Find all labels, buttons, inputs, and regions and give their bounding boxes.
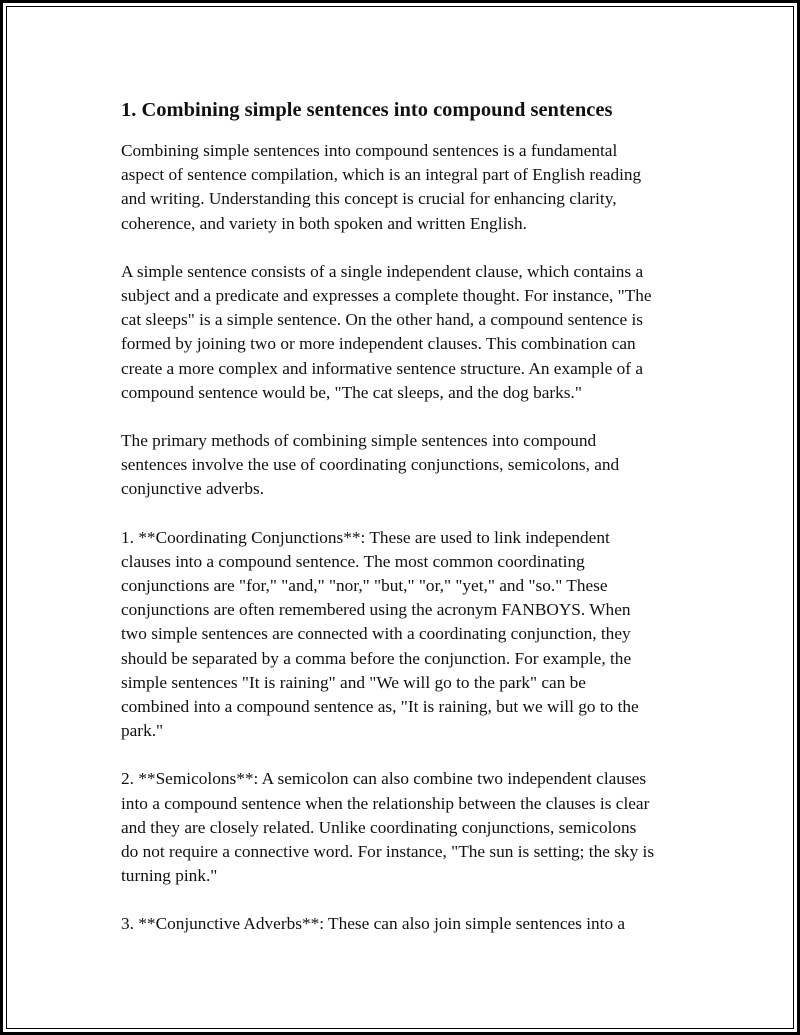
simple-vs-compound-paragraph: A simple sentence consists of a single independent clause, which contains a subject and a predicate and expresses a complete thought. For instance, "The cat sleeps" is a simple sentence. On the other hand, a compound sentence is formed by joining two or more independent clauses. This combination can create a more complex and informative sentence structure. An example of a compound sentence would be, "The cat sleeps, and the dog barks." xyxy=(121,261,652,402)
section-heading: 1. Combining simple sentences into compound sentences xyxy=(121,99,613,121)
coordinating-conjunctions-paragraph: 1. **Coordinating Conjunctions**: These are used to link independent clauses into a compound sentence. The most common coordinating conjunctions are "for," "and," "nor," "but," "or," "yet," and "so." These conjunctions are often remembered using the acronym FANBOYS. When two simple sentences are connected with a coordinating conjunction, they should be separated by a comma before the conjunction. For example, the simple sentences "It is raining" and "We will go to the park" can be combined into a compound sentence as, "It is raining, but we will go to the park." xyxy=(121,527,639,741)
document-body xyxy=(121,96,701,961)
conjunctive-adverbs-paragraph: 3. **Conjunctive Adverbs**: These can also join simple sentences into a xyxy=(121,914,626,934)
semicolons-paragraph: 2. **Semicolons**: A semicolon can also combine two independent clauses into a compound sentence when the relationship between the clauses is clear and they are closely related. Unlike coordinating conjunctions, semicolons do not require a connective word. For instance, "The sun is setting; the sky is turning pink." xyxy=(121,769,655,886)
intro-paragraph: Combining simple sentences into compound sentences is a fundamental aspect of sentence compilation, which is an integral part of English reading and writing. Understanding this concept is crucial for enhancing clarity, coherence, and variety in both spoken and written English. xyxy=(121,141,642,233)
methods-paragraph: The primary methods of combining simple sentences into compound sentences involve the use of coordinating conjunctions, semicolons, and conjunctive adverbs. xyxy=(121,431,620,499)
